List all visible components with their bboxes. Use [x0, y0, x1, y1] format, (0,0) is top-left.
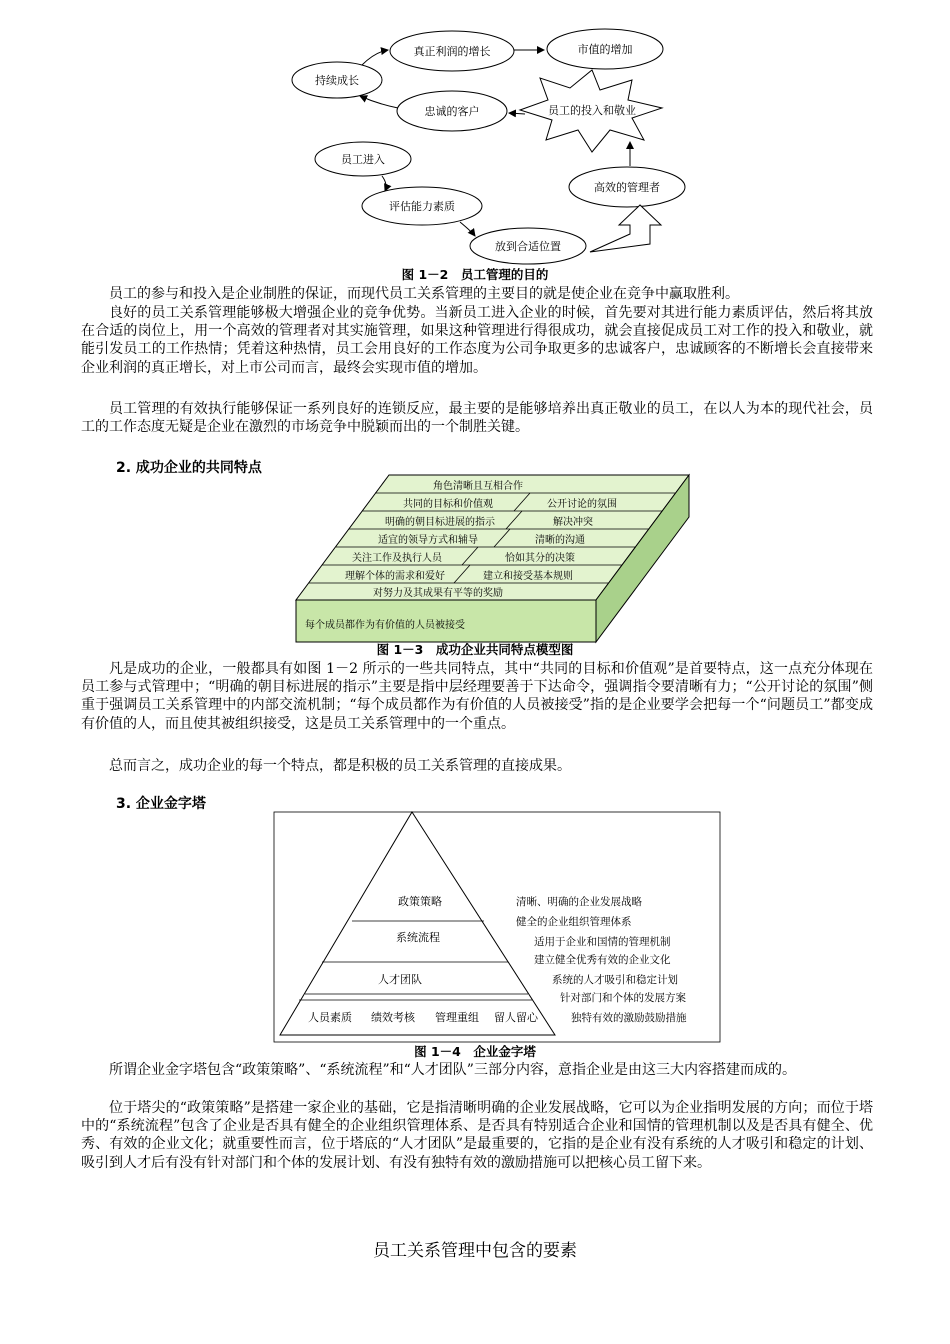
- paragraph-2: 良好的员工关系管理能够极大增强企业的竞争优势。当新员工进入企业的时候，首先要对其进行能力素质评估，然后将其放在合适的岗位上，用一个高效的管理者对其实施管理，如果这种管理进行得很成功，就会直接促成员工对工作的投入和敬业，就能引发员工的工作热情；凭着这种热情，员工会用良好的工作态度为公司争取更多的忠诚客户，忠诚顾客的不断增长会直接带来企业利润的真正增长，对上市公司而言，最终会实现市值的增加。: [81, 305, 873, 376]
- pyramid-base-quality: 人员素质: [308, 1011, 352, 1024]
- label-employee-input: 员工的投入和敬业: [548, 104, 636, 117]
- trait-equal-rewards: 对努力及其成果有平等的奖励: [373, 588, 503, 599]
- paragraph-3: 员工管理的有效执行能够保证一系列良好的连锁反应，最主要的是能够培养出真正敬业的员工，在以人为本的现代社会，员工的工作态度无疑是企业在激烈的市场竞争中脱颖而出的一个制胜关键。: [81, 401, 873, 436]
- pyramid-base-retention: 留人留心: [494, 1011, 538, 1024]
- label-profit-growth: 真正利润的增长: [413, 45, 491, 58]
- enterprise-pyramid: [0, 808, 950, 1044]
- trait-focus-work: 关注工作及执行人员: [352, 553, 442, 564]
- pyramid-level-process: 系统流程: [396, 931, 440, 944]
- employee-management-diagram: [0, 0, 950, 270]
- pyramid-base-performance: 绩效考核: [371, 1011, 415, 1024]
- pyramid-level-policy: 政策策略: [398, 895, 442, 908]
- figure-1-3-caption: 图 1－3 成功企业共同特点模型图: [376, 642, 574, 657]
- label-employee-entry: 员工进入: [341, 153, 385, 166]
- section-heading-2: 2. 成功企业的共同特点: [116, 460, 262, 476]
- pyramid-note-2: 健全的企业组织管理体系: [516, 916, 632, 928]
- section-heading-3: 3. 企业金字塔: [116, 796, 206, 812]
- pyramid-note-4: 建立健全优秀有效的企业文化: [534, 954, 671, 966]
- paragraph-6: 所谓企业金字塔包含“政策策略”、“系统流程”和“人才团队”三部分内容，意指企业是由这三大内容搭建而成的。: [109, 1062, 796, 1078]
- figure-1-2-caption: 图 1－2 员工管理的目的: [401, 267, 549, 282]
- label-effective-manager: 高效的管理者: [594, 181, 660, 194]
- label-loyal-customers: 忠诚的客户: [424, 105, 480, 118]
- pyramid-base-restructure: 管理重组: [435, 1011, 479, 1024]
- trait-proper-decisions: 恰如其分的决策: [505, 553, 575, 564]
- arrow-entry-to-eval: [382, 176, 386, 191]
- pyramid-note-7: 独特有效的激励鼓励措施: [571, 1012, 687, 1024]
- hollow-arrow: [590, 205, 661, 252]
- pyramid-note-3: 适用于企业和国情的管理机制: [534, 936, 671, 948]
- trait-valued-members: 每个成员都作为有价值的人员被接受: [305, 620, 465, 631]
- trait-leadership-style: 适宜的领导方式和辅导: [378, 535, 478, 546]
- label-right-position: 放到合适位置: [495, 240, 561, 253]
- success-traits-model: [0, 470, 950, 645]
- arrow-loyal-to-growth: [360, 96, 398, 108]
- arrow-growth-to-profit: [362, 50, 388, 65]
- paragraph-4: 凡是成功的企业，一般都具有如图 1－2 所示的一些共同特点，其中“共同的目标和价值观”是首要特点，这一点充分体现在员工参与式管理中；“明确的朝目标进展的指示”主要是指中层经理要善于下达命令，强调指令要清晰有力；“公开讨论的氛围”侧重于强调员工关系管理中的内部交流机制；“每个成员都作为有价值的人员被接受”指的是企业要学会把每一个“问题员工”都变成有价值的人，而且使其被组织接受，这是员工关系管理中的一个重点。: [81, 661, 873, 732]
- pyramid-note-6: 针对部门和个体的发展方案: [560, 992, 686, 1004]
- trait-clear-communication: 清晰的沟通: [535, 535, 585, 546]
- trait-open-discussion: 公开讨论的氛围: [547, 499, 617, 510]
- trait-conflict-resolution: 解决冲突: [553, 517, 593, 528]
- paragraph-1: 员工的参与和投入是企业制胜的保证，而现代员工关系管理的主要目的就是使企业在竞争中赢取胜利。: [109, 286, 739, 302]
- section-title-elements: 员工关系管理中包含的要素: [373, 1241, 577, 1261]
- pyramid-level-talent: 人才团队: [378, 973, 422, 986]
- trait-shared-goals: 共同的目标和价值观: [403, 499, 493, 510]
- label-market-value: 市值的增加: [577, 43, 633, 56]
- arrow-eval-to-position: [460, 222, 475, 236]
- pyramid-note-1: 清晰、明确的企业发展战略: [516, 896, 642, 908]
- trait-basic-rules: 建立和接受基本规则: [483, 571, 573, 582]
- trait-individual-needs: 理解个体的需求和爱好: [345, 571, 445, 582]
- figure-1-4-caption: 图 1－4 企业金字塔: [414, 1044, 536, 1059]
- pyramid-note-5: 系统的人才吸引和稳定计划: [552, 974, 678, 986]
- trait-role-clarity: 角色清晰且互相合作: [433, 481, 523, 492]
- paragraph-5: 总而言之，成功企业的每一个特点，都是积极的员工关系管理的直接成果。: [109, 758, 571, 774]
- arrow-input-to-loyal: [509, 113, 525, 114]
- label-capability-eval: 评估能力素质: [389, 200, 455, 213]
- paragraph-7: 位于塔尖的“政策策略”是搭建一家企业的基础，它是指清晰明确的企业发展战略，它可以为企业指明发展的方向；而位于塔中的“系统流程”包含了企业是否具有健全的企业组织管理体系、是否具有特别适合企业和国情的管理机制以及是否具有健全、优秀、有效的企业文化；就重要性而言，位于塔底的“人才团队”是最重要的，它指的是企业有没有系统的人才吸引和稳定的计划、吸引到人才后有没有针对部门和个体的发展计划、有没有独特有效的激励措施可以把核心员工留下来。: [81, 1100, 873, 1171]
- trait-clear-direction: 明确的朝目标进展的指示: [385, 517, 495, 528]
- label-sustained-growth: 持续成长: [315, 74, 359, 87]
